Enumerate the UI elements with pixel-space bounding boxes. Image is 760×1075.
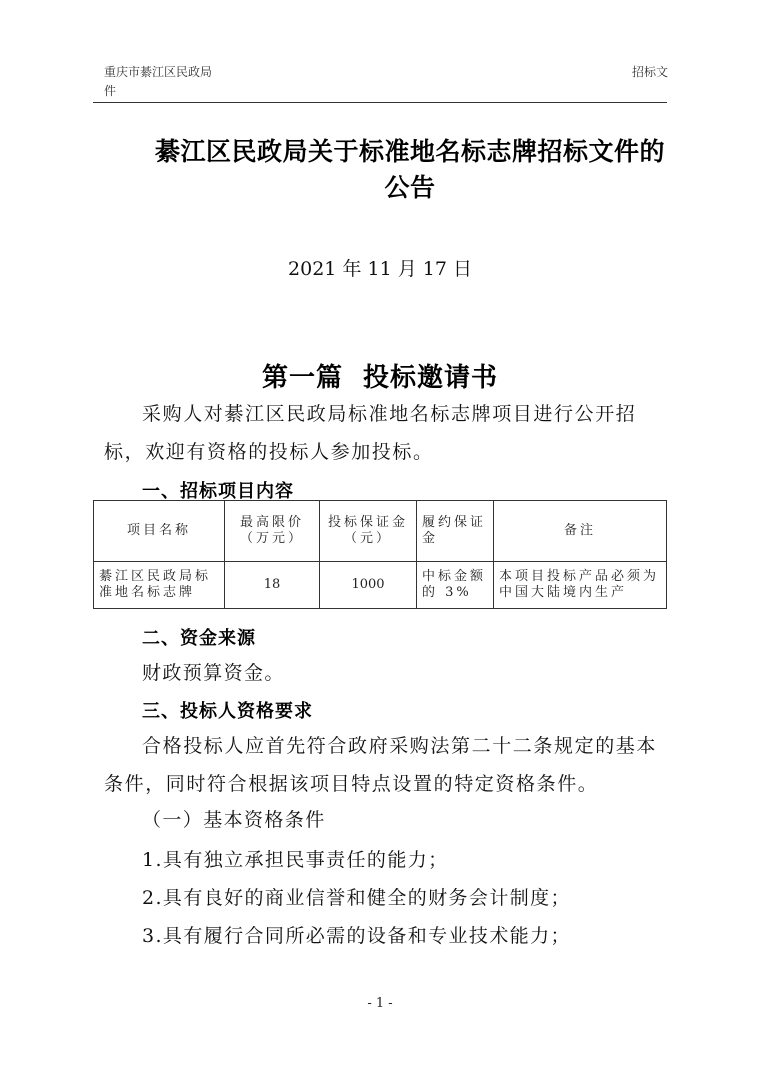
table-cell: 1000 <box>320 562 417 609</box>
table-header-cell: 最高限价（万元） <box>225 501 320 562</box>
list-item: 1.具有独立承担民事责任的能力； <box>142 849 449 871</box>
funding-source-text: 财政预算资金。 <box>142 662 285 684</box>
list-item: 2.具有良好的商业信誉和健全的财务会计制度； <box>142 887 571 909</box>
header-divider <box>93 102 667 103</box>
part-title: 第一篇 投标邀请书 <box>261 363 499 393</box>
table-header-row <box>94 501 667 562</box>
table-cell: 18 <box>225 562 320 609</box>
subheading-basic-qualifications: （一）基本资格条件 <box>142 809 326 831</box>
section-heading-2: 二、资金来源 <box>142 628 256 649</box>
document-title: 綦江区民政局关于标准地名标志牌招标文件的公告 <box>154 137 665 202</box>
qualification-paragraph: 合格投标人应首先符合政府采购法第二十二条规定的基本条件，同时符合根据该项目特点设置的特定资格条件。 <box>104 735 658 795</box>
list-item: 3.具有履行合同所必需的设备和专业技术能力； <box>142 925 571 947</box>
section-heading-3: 三、投标人资格要求 <box>142 701 313 722</box>
table-header-cell: 投标保证金（元） <box>320 501 417 562</box>
table-cell: 中标金额的 3% <box>417 562 494 609</box>
header-right-text: 招标文 <box>631 65 668 79</box>
table-header-cell: 履约保证金 <box>417 501 494 562</box>
table-header-cell: 项目名称 <box>94 501 225 562</box>
table-cell: 本项目投标产品必须为中国大陆境内生产 <box>494 562 667 609</box>
document-date: 2021 年 11 月 17 日 <box>288 258 472 280</box>
page-number: - 1 - <box>367 996 393 1011</box>
intro-paragraph: 采购人对綦江区民政局标准地名标志牌项目进行公开招标，欢迎有资格的投标人参加投标。 <box>104 403 637 463</box>
bid-items-table <box>93 500 667 609</box>
section-heading-1: 一、招标项目内容 <box>142 481 294 502</box>
table-cell: 綦江区民政局标准地名标志牌 <box>94 562 225 609</box>
header-left-text: 重庆市綦江区民政局 件 <box>104 65 213 98</box>
table-header-cell: 备注 <box>494 501 667 562</box>
table-row <box>94 562 667 609</box>
